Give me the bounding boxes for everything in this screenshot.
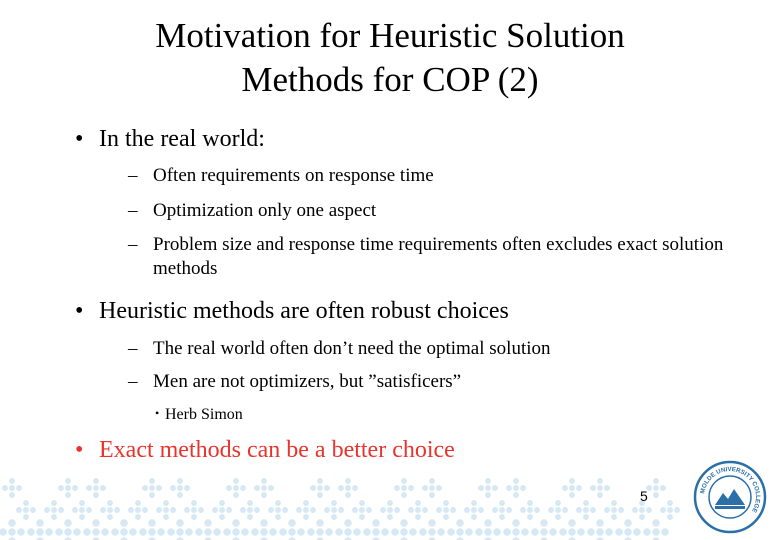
sub-bullet-text: Problem size and response time requirements often excludes exact solution methods [153,234,724,279]
svg-text:MOLDE UNIVERSITY COLLEGE: MOLDE UNIVERSITY COLLEGE [699,465,762,514]
title-line-1: Motivation for Heuristic Solution [155,16,625,55]
sub-sub-bullet-item [155,403,243,425]
bullet-text: In the real world: [99,126,265,152]
sub-bullet-item [128,370,733,394]
sub-bullet-text: Optimization only one aspect [153,200,377,221]
sub-sub-bullet-text: Herb Simon [165,406,243,423]
bullet-item [75,296,509,326]
dash-marker: – [128,338,138,359]
dash-marker: – [128,371,138,392]
bullet-item [75,435,455,465]
sub-bullet-item [128,233,733,281]
bullet-item [75,124,265,154]
bullet-marker: • [75,437,84,463]
sub-bullet-text: Often requirements on response time [153,165,434,186]
bullet-marker: • [75,126,84,152]
bullet-marker: • [75,298,84,324]
dash-marker: – [128,165,138,186]
dash-marker: – [128,234,138,255]
sub-bullet-item [128,337,733,361]
sub-bullet-item [128,199,733,223]
bullet-text: Exact methods can be a better choice [99,437,455,463]
bullet-marker: • [155,406,160,420]
sub-bullet-item [128,164,733,188]
dash-marker: – [128,200,138,221]
bullet-text: Heuristic methods are often robust choices [99,298,509,324]
page-number: 5 [640,488,648,504]
sub-bullet-text: Men are not optimizers, but ”satisficers” [153,371,462,392]
sub-bullet-text: The real world often don’t need the optimal solution [153,338,551,359]
college-seal-logo [693,460,767,534]
title-line-2: Methods for COP (2) [241,60,539,99]
